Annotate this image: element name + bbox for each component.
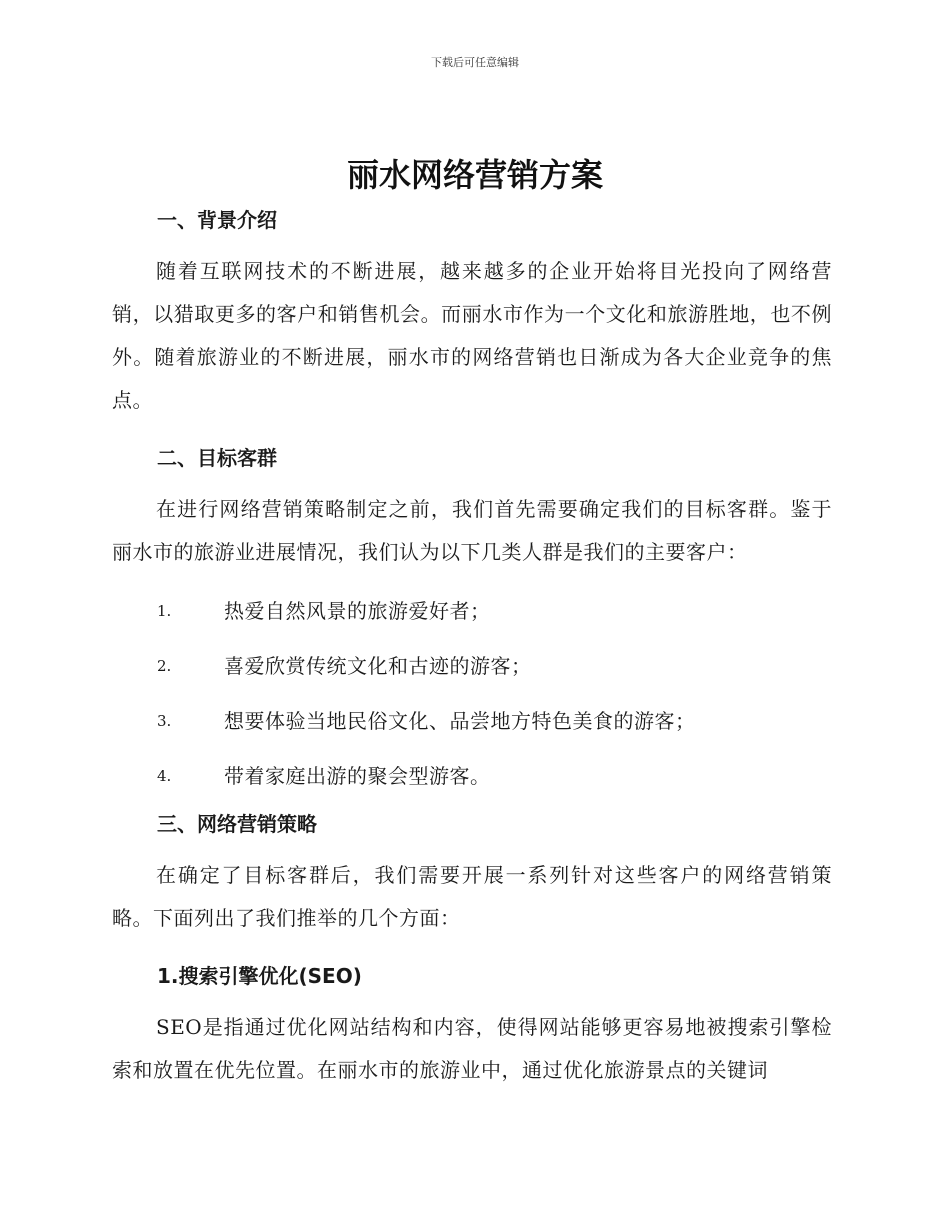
list-number: 4. <box>157 767 172 785</box>
list-text: 喜爱欣赏传统文化和古迹的游客； <box>224 654 532 678</box>
list-text: 热爱自然风景的旅游爱好者； <box>224 599 491 623</box>
document-body <box>112 200 832 1092</box>
subsection-heading-seo: 1.搜索引擎优化(SEO) <box>157 964 362 988</box>
section-heading-target-customers: 二、目标客群 <box>157 446 277 470</box>
section-heading-background: 一、背景介绍 <box>157 208 277 232</box>
list-number: 2. <box>157 657 172 675</box>
paragraph-marketing-strategy: 在确定了目标客群后，我们需要开展一系列针对这些客户的网络营销策略。下面列出了我们推举的几个方面： <box>112 863 832 930</box>
list-text: 想要体验当地民俗文化、品尝地方特色美食的游客； <box>224 709 696 733</box>
target-customer-list <box>112 584 832 804</box>
list-item <box>112 694 832 749</box>
document-title: 丽水网络营销方案 <box>346 156 603 194</box>
list-number: 1. <box>157 602 172 620</box>
header-note: 下载后可任意编辑 <box>431 56 519 69</box>
list-item <box>112 749 832 804</box>
paragraph-target-customers: 在进行网络营销策略制定之前，我们首先需要确定我们的目标客群。鉴于丽水市的旅游业进展情况，我们认为以下几类人群是我们的主要客户： <box>112 497 832 564</box>
list-item <box>112 639 832 694</box>
list-text: 带着家庭出游的聚会型游客。 <box>224 764 491 788</box>
paragraph-background: 随着互联网技术的不断进展，越来越多的企业开始将目光投向了网络营销，以猎取更多的客户和销售机会。而丽水市作为一个文化和旅游胜地，也不例外。随着旅游业的不断进展，丽水市的网络营销也日渐成为各大企业竞争的焦点。 <box>112 259 832 412</box>
paragraph-seo: SEO是指通过优化网站结构和内容，使得网站能够更容易地被搜索引擎检索和放置在优先位置。在丽水市的旅游业中，通过优化旅游景点的关键词 <box>112 1015 832 1082</box>
list-number: 3. <box>157 712 172 730</box>
list-item <box>112 584 832 639</box>
section-heading-marketing-strategy: 三、网络营销策略 <box>157 812 317 836</box>
